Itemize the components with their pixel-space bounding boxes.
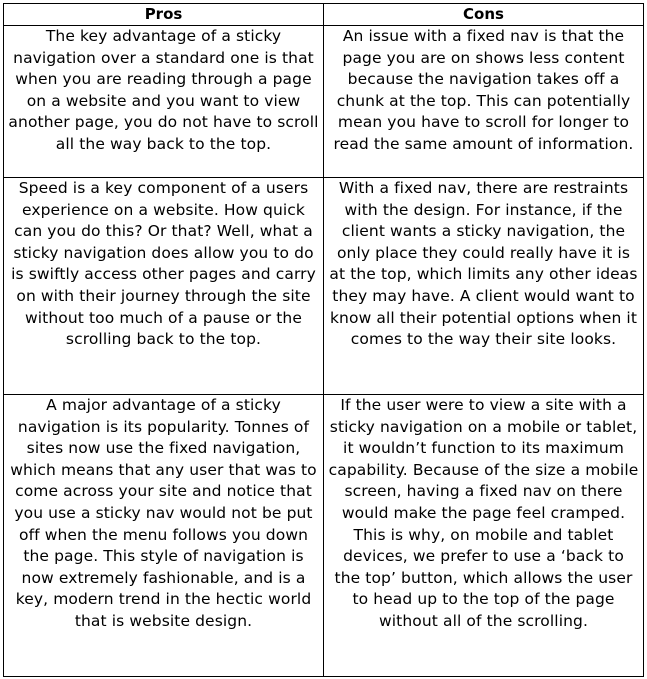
pros-cell: A major advantage of a sticky navigation is its popularity. Tonnes of sites now use the fixed navigation, which means that any user that was to come across your site and notice that you use a sticky nav would not be put off when the menu follows you down the page. This style of navigation is now extremely fashionable, and is a key, modern trend in the hectic world that is website design. bbox=[4, 395, 324, 677]
cons-cell: An issue with a fixed nav is that the page you are on shows less content because the navigation takes off a chunk at the top. This can potentially mean you have to scroll for longer to read the same amount of information. bbox=[324, 26, 644, 178]
pros-cell: The key advantage of a sticky navigation over a standard one is that when you are reading through a page on a website and you want to view another page, you do not have to scroll all the way back to the top. bbox=[4, 26, 324, 178]
pros-cell: Speed is a key component of a users experience on a website. How quick can you do this? Or that? Well, what a sticky navigation does allow you to do is swiftly access other pages and carry on with their journey through the site without too much of a pause or the scrolling back to the top. bbox=[4, 178, 324, 395]
pros-cons-table bbox=[3, 3, 644, 677]
table-header-row bbox=[4, 4, 644, 26]
pros-cons-document bbox=[3, 3, 643, 677]
table-row bbox=[4, 26, 644, 178]
table-row bbox=[4, 395, 644, 677]
table-row bbox=[4, 178, 644, 395]
column-header-cons: Cons bbox=[324, 4, 644, 26]
column-header-pros: Pros bbox=[4, 4, 324, 26]
cons-cell: If the user were to view a site with a sticky navigation on a mobile or tablet, it wouldn’t function to its maximum capability. Because of the size a mobile screen, having a fixed nav on there would make the page feel cramped. This is why, on mobile and tablet devices, we prefer to use a ‘back to the top’ button, which allows the user to head up to the top of the page without all of the scrolling. bbox=[324, 395, 644, 677]
cons-cell: With a fixed nav, there are restraints with the design. For instance, if the client wants a sticky navigation, the only place they could really have it is at the top, which limits any other ideas they may have. A client would want to know all their potential options when it comes to the way their site looks. bbox=[324, 178, 644, 395]
